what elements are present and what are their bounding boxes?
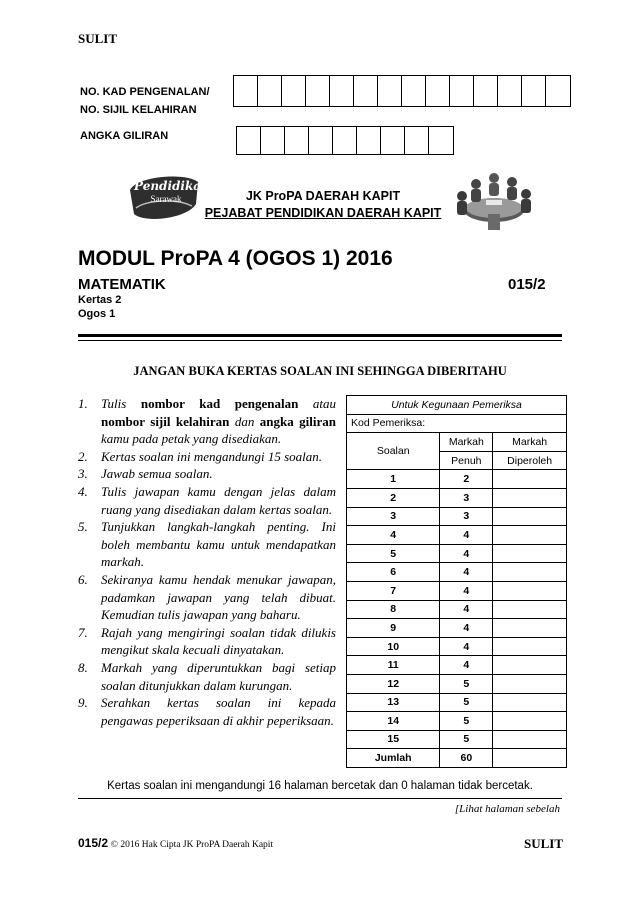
angka-box[interactable]: [381, 127, 405, 154]
instruction-text: [101, 519, 336, 569]
instruction-number: 4.: [78, 483, 88, 499]
question-number: 5: [347, 544, 440, 563]
col-markah-diperoleh-2: Diperoleh: [493, 451, 567, 470]
angka-box[interactable]: [237, 127, 261, 154]
table-row: [347, 563, 567, 582]
instruction-fragment: Markah yang diperuntukkan bagi setiap soalan ditunjukkan dalam kurungan.: [101, 659, 336, 693]
col-markah-penuh-2: Penuh: [440, 451, 493, 470]
marks-obtained[interactable]: [493, 637, 567, 656]
marks-obtained[interactable]: [493, 470, 567, 489]
see-next-page: [Lihat halaman sebelah: [454, 803, 560, 815]
question-number: 14: [347, 712, 440, 731]
ic-box[interactable]: [330, 76, 354, 106]
instruction-text: [101, 449, 322, 464]
question-number: 8: [347, 600, 440, 619]
col-soalan: Soalan: [347, 433, 440, 470]
total-label: Jumlah: [347, 749, 440, 768]
instruction-fragment: Kertas soalan ini mengandungi 15 soalan.: [101, 448, 323, 464]
question-number: 9: [347, 619, 440, 638]
instruction-number: 9.: [78, 695, 88, 711]
instruction-item: [78, 518, 336, 571]
footer-left: [78, 836, 273, 850]
total-obtained[interactable]: [493, 749, 567, 768]
instruction-item: [78, 465, 336, 483]
full-marks: 4: [440, 526, 493, 545]
full-marks: 3: [440, 488, 493, 507]
instruction-fragment: dan: [229, 413, 260, 429]
angka-giliran-boxes[interactable]: [236, 126, 454, 155]
instruction-number: 7.: [78, 624, 88, 640]
table-row: [347, 730, 567, 749]
instruction-number: 8.: [78, 659, 88, 675]
instruction-fragment: Serahkan kertas soalan ini kepada pengawas peperiksaan di akhir peperiksaan.: [101, 695, 336, 728]
kod-pemeriksa: Kod Pemeriksa:: [347, 414, 567, 433]
logo-text-2: Sarawak: [150, 194, 182, 204]
classification-bottom: SULIT: [524, 836, 564, 851]
instruction-fragment: Tulis jawapan kamu dengan jelas dalam ruang yang disediakan dalam kertas soalan.: [101, 483, 336, 517]
exam-month: Ogos 1: [78, 308, 116, 320]
header-rule-thick: [78, 334, 562, 337]
full-marks: 3: [440, 507, 493, 526]
ic-box[interactable]: [522, 76, 546, 106]
marks-obtained[interactable]: [493, 526, 567, 545]
instruction-number: 1.: [78, 396, 88, 411]
table-row: [347, 600, 567, 619]
full-marks: 4: [440, 637, 493, 656]
instruction-text: [101, 572, 336, 622]
ic-box[interactable]: [282, 76, 306, 106]
instruction-number: 6.: [78, 571, 88, 587]
subject-name: MATEMATIK: [78, 276, 166, 293]
angka-box[interactable]: [309, 127, 333, 154]
ic-label-line2: NO. SIJIL KELAHIRAN: [80, 104, 197, 116]
instruction-item: [78, 571, 336, 624]
instruction-fragment: Rajah yang mengiringi soalan tidak dilukis mengikut skala kecuali dinyatakan.: [101, 624, 336, 658]
marks-obtained[interactable]: [493, 619, 567, 638]
instruction-item: [78, 483, 336, 518]
subject-code: 015/2: [508, 276, 546, 293]
org-office: PEJABAT PENDIDIKAN DAERAH KAPIT: [204, 206, 442, 220]
question-number: 12: [347, 674, 440, 693]
question-number: 13: [347, 693, 440, 712]
meeting-illustration-icon: [448, 166, 538, 234]
instruction-emphasis: angka giliran: [259, 413, 336, 429]
angka-giliran-label: ANGKA GILIRAN: [80, 130, 169, 142]
pendidikan-sarawak-logo: [126, 170, 210, 228]
ic-box[interactable]: [258, 76, 282, 106]
footer-code: 015/2: [78, 836, 109, 850]
question-number: 6: [347, 563, 440, 582]
page-count-note: Kertas soalan ini mengandungi 16 halaman bercetak dan 0 halaman tidak bercetak.: [107, 780, 533, 792]
examiner-table-title: Untuk Kegunaan Pemeriksa: [347, 396, 567, 415]
table-row: [347, 507, 567, 526]
angka-box[interactable]: [429, 127, 453, 154]
full-marks: 5: [440, 712, 493, 731]
ic-box[interactable]: [546, 76, 570, 106]
instruction-number: 2.: [78, 448, 88, 464]
full-marks: 2: [440, 470, 493, 489]
org-name: JK ProPA DAERAH KAPIT: [245, 189, 401, 203]
instruction-text: [101, 660, 336, 693]
ic-label: [80, 83, 210, 119]
ic-number-boxes[interactable]: [233, 75, 571, 107]
col-markah-diperoleh-1: Markah: [493, 433, 567, 452]
marks-obtained[interactable]: [493, 693, 567, 712]
table-row: [347, 656, 567, 675]
marks-obtained[interactable]: [493, 712, 567, 731]
ic-box[interactable]: [306, 76, 330, 106]
instruction-item: [78, 624, 336, 659]
header-rule-thin: [78, 340, 562, 341]
full-marks: 4: [440, 600, 493, 619]
marks-obtained[interactable]: [493, 507, 567, 526]
instruction-number: 3.: [78, 466, 88, 482]
do-not-open-warning: JANGAN BUKA KERTAS SOALAN INI SEHINGGA DIBERITAHU: [133, 364, 507, 378]
question-number: 2: [347, 488, 440, 507]
table-row: [347, 470, 567, 489]
instruction-fragment: Sekiranya kamu hendak menukar jawapan, padamkan jawapan yang telah dibuat. Kemudian tulis jawapan yang baharu.: [101, 571, 336, 623]
ic-box[interactable]: [474, 76, 498, 106]
full-marks: 4: [440, 619, 493, 638]
examiner-table: [346, 395, 567, 768]
footer-rule: [78, 798, 562, 799]
table-row: [347, 693, 567, 712]
table-row: [347, 619, 567, 638]
marks-obtained[interactable]: [493, 581, 567, 600]
full-marks: 5: [440, 730, 493, 749]
angka-box[interactable]: [405, 127, 429, 154]
question-number: 15: [347, 730, 440, 749]
module-title: MODUL ProPA 4 (OGOS 1) 2016: [78, 247, 393, 270]
full-marks: 4: [440, 656, 493, 675]
instructions: [78, 395, 336, 729]
table-row: [347, 674, 567, 693]
table-row: [347, 712, 567, 731]
marks-obtained[interactable]: [493, 674, 567, 693]
instruction-item: [78, 694, 336, 729]
instruction-text: [101, 466, 213, 481]
instruction-number: 5.: [78, 519, 88, 535]
instruction-fragment: Tunjukkan langkah-langkah penting. Ini boleh membantu kamu untuk mendapatkan markah.: [101, 519, 336, 570]
ic-box[interactable]: [354, 76, 378, 106]
instruction-text: [101, 484, 336, 517]
full-marks: 4: [440, 563, 493, 582]
table-row: [347, 526, 567, 545]
angka-box[interactable]: [261, 127, 285, 154]
table-row: [347, 581, 567, 600]
instruction-list: [78, 395, 336, 729]
question-number: 10: [347, 637, 440, 656]
full-marks: 4: [440, 581, 493, 600]
marks-obtained[interactable]: [493, 488, 567, 507]
instruction-text: [101, 625, 336, 658]
question-number: 1: [347, 470, 440, 489]
instruction-item: [78, 395, 336, 448]
classification-top: SULIT: [78, 31, 118, 46]
ic-box[interactable]: [498, 76, 522, 106]
question-number: 7: [347, 581, 440, 600]
instruction-item: [78, 448, 336, 466]
col-markah-penuh-1: Markah: [440, 433, 493, 452]
instruction-text: [101, 695, 336, 728]
angka-box[interactable]: [357, 127, 381, 154]
instruction-emphasis: nombor sijil kelahiran: [101, 413, 230, 429]
instruction-item: [78, 659, 336, 694]
instruction-fragment: atau: [298, 396, 336, 411]
table-row: [347, 488, 567, 507]
ic-box[interactable]: [378, 76, 402, 106]
ic-box[interactable]: [402, 76, 426, 106]
angka-box[interactable]: [333, 127, 357, 154]
full-marks: 5: [440, 674, 493, 693]
ic-box[interactable]: [234, 76, 258, 106]
instruction-fragment: kamu pada petak yang disediakan.: [101, 431, 282, 447]
marks-obtained[interactable]: [493, 730, 567, 749]
instruction-emphasis: nombor kad pengenalan: [140, 396, 299, 411]
marks-obtained[interactable]: [493, 544, 567, 563]
instruction-fragment: Jawab semua soalan.: [101, 466, 213, 482]
paper-number: Kertas 2: [78, 294, 122, 306]
ic-label-line1: NO. KAD PENGENALAN/: [80, 86, 210, 98]
total-value: 60: [440, 749, 493, 768]
angka-box[interactable]: [285, 127, 309, 154]
question-number: 3: [347, 507, 440, 526]
question-number: 4: [347, 526, 440, 545]
marks-obtained[interactable]: [493, 600, 567, 619]
marks-obtained[interactable]: [493, 656, 567, 675]
full-marks: 5: [440, 693, 493, 712]
ic-box[interactable]: [450, 76, 474, 106]
instruction-text: [101, 396, 336, 446]
table-row: [347, 544, 567, 563]
ic-box[interactable]: [426, 76, 450, 106]
table-row: [347, 637, 567, 656]
question-number: 11: [347, 656, 440, 675]
instruction-fragment: Tulis: [101, 396, 141, 411]
full-marks: 4: [440, 544, 493, 563]
footer-copyright: © 2016 Hak Cipta JK ProPA Daerah Kapit: [110, 840, 274, 850]
logo-text-1: Pendidikan: [134, 179, 210, 193]
marks-obtained[interactable]: [493, 563, 567, 582]
